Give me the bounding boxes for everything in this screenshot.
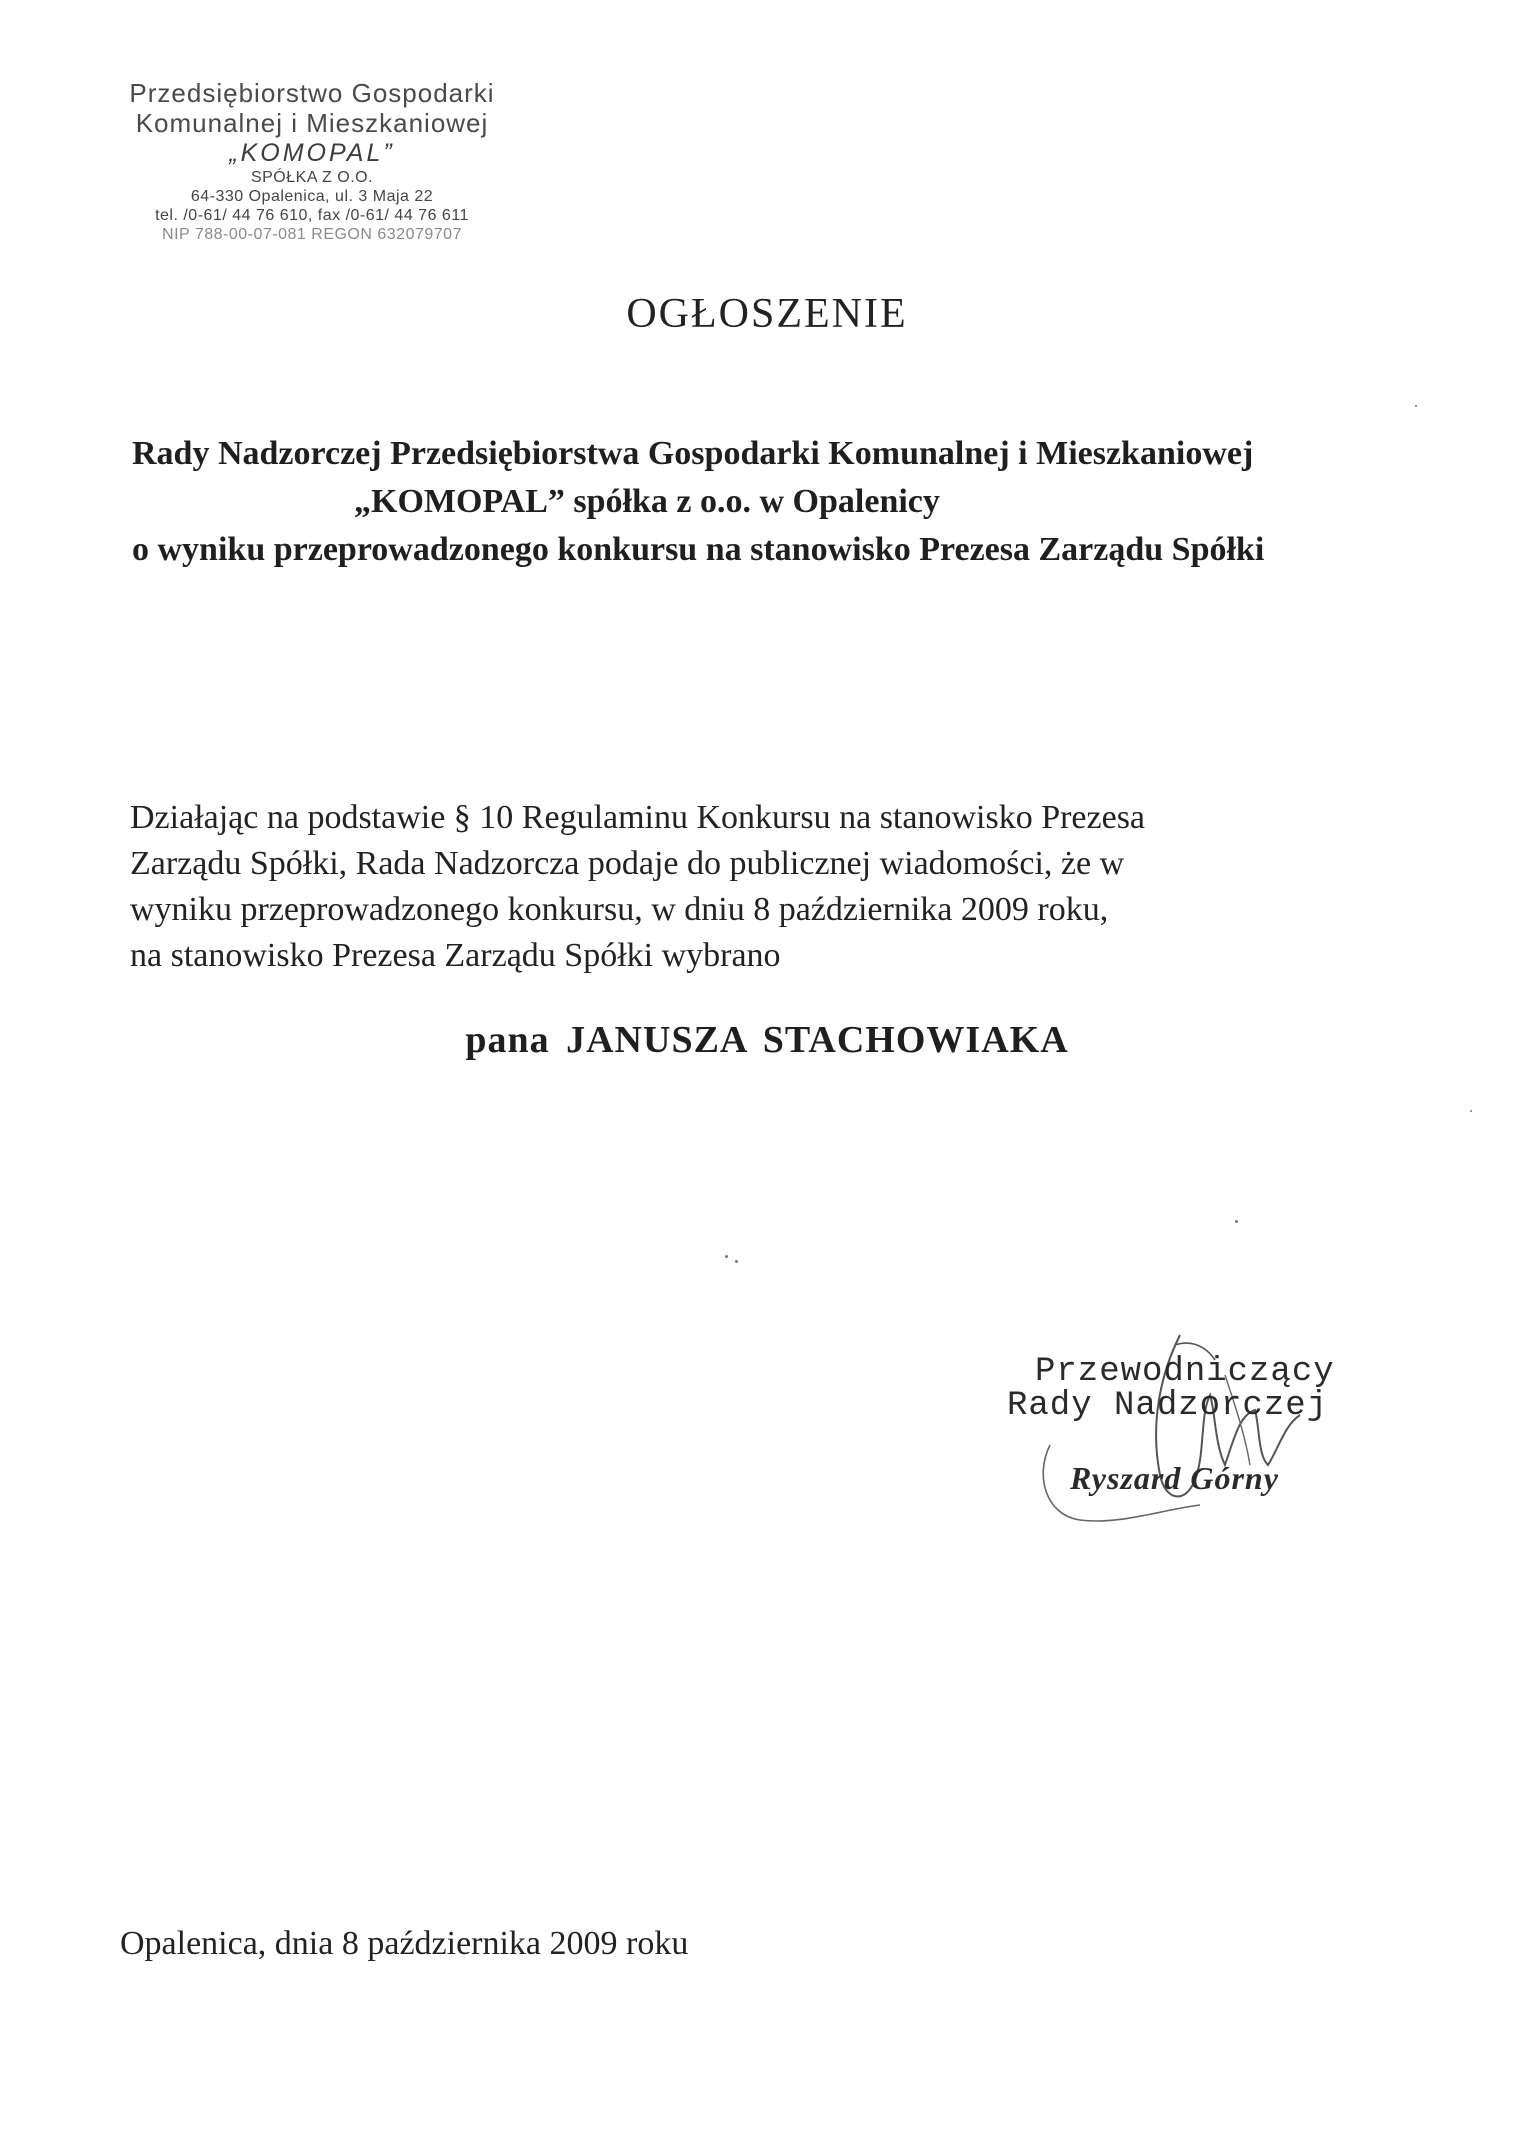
stamp-tax-ids: NIP 788-00-07-081 REGON 632079707 [162,226,462,243]
signatory-title-line2: Rady Nadzorczej [1007,1387,1329,1425]
subject-line-board: Rady Nadzorczej Przedsiębiorstwa Gospodarki Komunalnej i Mieszkaniowej [132,435,1254,472]
stamp-legal-form: SPÓŁKA Z O.O. [250,169,374,186]
signatory-name: Ryszard Górny [1070,1460,1279,1496]
scan-speck [725,1255,728,1258]
body-line: wyniku przeprowadzonego konkursu, w dniu 8 października 2009 roku, [130,891,1109,928]
body-line: Zarządu Spółki, Rada Nadzorcza podaje do publicznej wiadomości, że w [130,845,1125,882]
scan-speck [1415,405,1417,407]
announcement-body [130,795,1360,979]
signatory-title-line1: Przewodniczący [1035,1353,1335,1391]
subject-line-topic: o wyniku przeprowadzonego konkursu na stanowisko Prezesa Zarządu Spółki [132,531,1265,568]
scan-speck [1470,1110,1472,1112]
company-stamp [92,78,532,244]
subject-line-company: „KOMOPAL” spółka z o.o. w Opalenicy [354,483,940,520]
place-and-date: Opalenica, dnia 8 października 2009 roku [120,1925,689,1962]
scan-speck [735,1260,738,1263]
signatory-title [1007,1353,1335,1425]
stamp-address: 64-330 Opalenica, ul. 3 Maja 22 [190,188,434,205]
signature-block [1007,1353,1410,1525]
selected-candidate: pana JANUSZA STACHOWIAKA [465,1019,1069,1061]
handwritten-signature [1010,1315,1370,1545]
body-line: na stanowisko Prezesa Zarządu Spółki wybrano [130,937,781,974]
stamp-company-name-line1: Przedsiębiorstwo Gospodarki [129,78,495,108]
stamp-brand-name: „KOMOPAL” [229,139,395,167]
stamp-phone-fax: tel. /0-61/ 44 76 610, fax /0-61/ 44 76 611 [155,207,469,224]
scan-speck [1235,1220,1238,1223]
stamp-company-name-line2: Komunalnej i Mieszkaniowej [135,108,489,138]
announcement-subject [132,430,1352,574]
body-line: Działając na podstawie § 10 Regulaminu Konkursu na stanowisko Prezesa [130,799,1146,836]
document-heading: OGŁOSZENIE [626,291,908,337]
